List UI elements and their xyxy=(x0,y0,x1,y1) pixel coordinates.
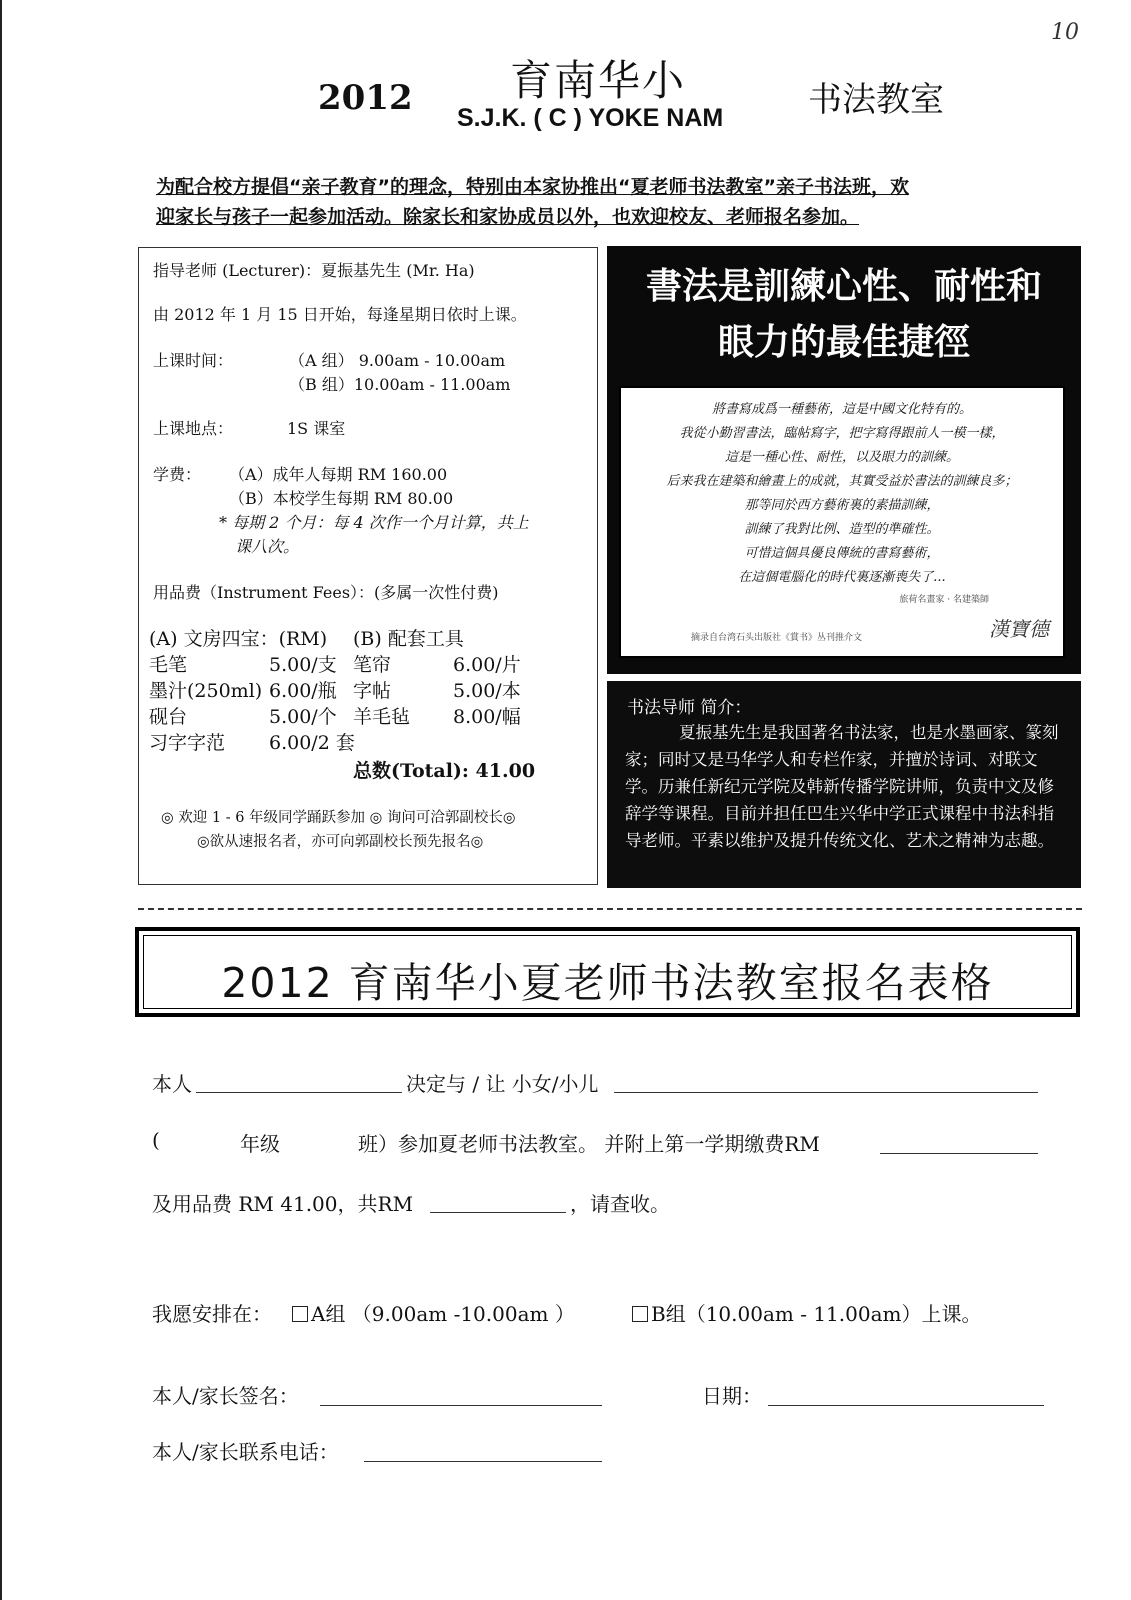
quote-line: 可惜這個具優良傳統的書寫藝術， xyxy=(744,546,940,561)
intro-paragraph xyxy=(156,172,1026,232)
signature-label: 本人/家长签名： xyxy=(152,1384,299,1408)
item-a-name: 习字字范 xyxy=(149,732,226,754)
signature-field[interactable] xyxy=(320,1405,602,1406)
total-line: 总数(Total): 41.00 xyxy=(353,760,536,782)
name-field[interactable] xyxy=(196,1092,402,1093)
page-left-edge xyxy=(0,0,2,1600)
quote-heading-line-1: 書法是訓練心性、耐性和 xyxy=(645,265,1042,307)
phone-field[interactable] xyxy=(364,1461,602,1462)
note-line-1: ◎ 欢迎 1 - 6 年级同学踊跃参加 ◎ 询问可洽郭副校长◎ xyxy=(161,810,516,826)
item-a-price: 5.00/支 xyxy=(269,654,337,676)
time-label: 上课时间： xyxy=(153,351,234,370)
quote-signature: 漢寶德 xyxy=(989,617,1049,641)
date-label: 日期： xyxy=(702,1384,762,1408)
item-a-name: 墨汁(250ml) xyxy=(149,680,263,702)
total-amount-field[interactable] xyxy=(430,1212,566,1213)
school-name-english: S.J.K. ( C ) YOKE NAM xyxy=(457,104,724,132)
phone-label: 本人/家长联系电话： xyxy=(152,1440,339,1464)
lecturer-line: 指导老师 (Lecturer)：夏振基先生 (Mr. Ha) xyxy=(153,261,475,280)
quote-line: 在這個電腦化的時代裏逐漸喪失了... xyxy=(738,570,946,585)
group-b-option[interactable] xyxy=(632,1298,981,1327)
intro-line-1: 为配合校方提倡“亲子教育”的理念，特别由本家协推出“夏老师书法教室”亲子书法班，欢 xyxy=(156,176,909,198)
items-heading-a: (A) 文房四宝：(RM) xyxy=(149,628,328,650)
form-decide-label: 决定与 / 让 小女/小儿 xyxy=(406,1072,599,1096)
quote-line: 后来我在建築和繪畫上的成就，其實受益於書法的訓練良多； xyxy=(666,474,1018,489)
date-field[interactable] xyxy=(768,1405,1044,1406)
item-a-price: 6.00/瓶 xyxy=(269,680,337,702)
group-a-option[interactable] xyxy=(292,1298,575,1327)
fee-student: （B）本校学生每期 RM 80.00 xyxy=(229,489,454,508)
first-term-fee-field[interactable] xyxy=(880,1153,1038,1154)
quote-text-panel xyxy=(619,386,1065,658)
class-title: 书法教室 xyxy=(808,80,944,120)
item-b-price: 6.00/片 xyxy=(453,654,521,676)
item-a-name: 砚台 xyxy=(149,706,188,728)
item-a-name: 毛笔 xyxy=(149,654,188,676)
child-name-field[interactable] xyxy=(614,1092,1038,1093)
quote-line: 我從小勤習書法，臨帖寫字，把字寫得跟前人一模一樣， xyxy=(679,426,1005,441)
form-title-frame xyxy=(135,927,1080,1017)
group-a-option-label: A组 （9.00am -10.00am ） xyxy=(311,1302,575,1326)
quote-attribution: 摘录自台湾石头出版社《賞书》丛刊推介文 xyxy=(691,633,863,643)
item-a-price: 6.00/2 套 xyxy=(269,732,355,754)
quote-author-title: 旅荷名畫家 · 名建築師 xyxy=(899,595,989,605)
intro-line-2: 迎家长与孩子一起参加活动。除家长和家协成员以外，也欢迎校友、老师报名参加。 xyxy=(156,206,860,228)
group-b-checkbox[interactable] xyxy=(632,1306,648,1322)
item-b-name: 羊毛毡 xyxy=(353,706,411,728)
items-heading-b: (B) 配套工具 xyxy=(353,628,464,650)
item-b-price: 8.00/幅 xyxy=(453,706,521,728)
form-title: 2012 育南华小夏老师书法教室报名表格 xyxy=(221,959,994,1007)
time-group-b: （B 组）10.00am - 11.00am xyxy=(289,375,511,394)
item-a-price: 5.00/个 xyxy=(269,706,337,728)
quote-heading xyxy=(607,258,1081,370)
bio-heading: 书法导师 简介： xyxy=(627,698,752,718)
venue-value: 1S 课室 xyxy=(287,419,346,438)
time-group-a: （A 组） 9.00am - 10.00am xyxy=(289,351,506,370)
header-year: 2012 xyxy=(318,78,413,118)
arrange-label: 我愿安排在： xyxy=(152,1302,272,1326)
fee-adult: （A）成年人每期 RM 160.00 xyxy=(229,465,448,484)
item-b-price: 5.00/本 xyxy=(453,680,521,702)
form-paren-open: ( xyxy=(152,1128,160,1152)
instrument-fee-label: 及用品费 RM 41.00，共RM xyxy=(152,1192,414,1216)
fee-label: 学费： xyxy=(153,465,202,484)
quote-line: 訓練了我對比例、造型的準確性。 xyxy=(744,522,940,537)
grade-label: 年级 xyxy=(240,1132,280,1156)
group-b-option-label: B组（10.00am - 11.00am）上课。 xyxy=(651,1302,982,1326)
form-title-inner-frame xyxy=(143,935,1072,1009)
group-a-checkbox[interactable] xyxy=(292,1306,308,1322)
item-b-name: 笔帘 xyxy=(353,654,392,676)
bio-text: 夏振基先生是我国著名书法家，也是水墨画家、篆刻家；同时又是马华学人和专栏作家，并擅於诗词、对联文学。历兼任新纪元学院及韩新传播学院讲师，负责中文及修辞学等课程。目前并担任巴生兴华中学正式课程中书法科指导老师。平素以维护及提升传统文化、艺术之精神为志趣。 xyxy=(625,723,1059,850)
note-line-2: ◎欲从速报名者，亦可向郭副校长预先报名◎ xyxy=(197,834,484,850)
start-date-line: 由 2012 年 1 月 15 日开始，每逢星期日依时上课。 xyxy=(153,305,527,324)
fee-note-1: * 每期 2 个月：每 4 次作一个月计算，共上 xyxy=(219,513,529,532)
fee-note-2: 课八次。 xyxy=(235,537,300,556)
school-name-chinese: 育南华小 xyxy=(510,56,687,105)
please-check-label: ，请查收。 xyxy=(570,1192,670,1216)
calligraphy-quote-box xyxy=(607,246,1081,674)
teacher-bio-box xyxy=(607,681,1081,888)
quote-line: 將書寫成爲一種藝術，這是中國文化特有的。 xyxy=(711,402,972,417)
page-number-mark: 10 xyxy=(1051,20,1079,45)
quote-heading-line-2: 眼力的最佳捷徑 xyxy=(717,321,970,363)
cut-line xyxy=(138,908,1082,910)
quote-line: 這是一種心性、耐性，以及眼力的訓練。 xyxy=(724,450,959,465)
venue-label: 上课地点： xyxy=(153,419,234,438)
form-self-label: 本人 xyxy=(152,1072,192,1096)
class-join-label: 班）参加夏老师书法教室。 并附上第一学期缴费RM xyxy=(358,1132,820,1156)
course-info-box xyxy=(138,247,598,885)
item-b-name: 字帖 xyxy=(353,680,392,702)
quote-line: 那等同於西方藝術裏的素描訓練， xyxy=(744,498,940,513)
instrument-fees: 用品费（Instrument Fees）：(多属一次性付费) xyxy=(153,583,499,602)
